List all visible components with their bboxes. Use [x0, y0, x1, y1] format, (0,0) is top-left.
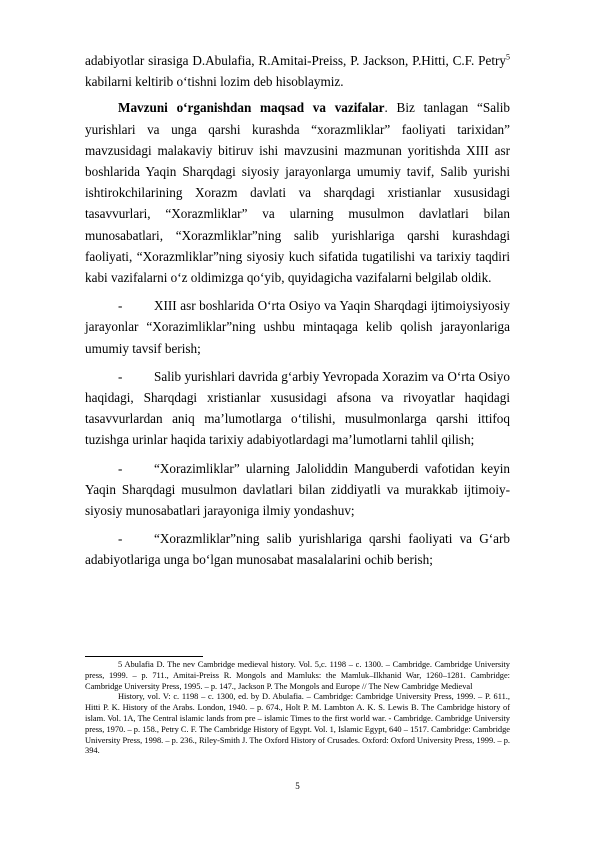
- footnote-5: 5 Abulafia D. The nev Cambridge medieval history. Vol. 5,c. 1198 – c. 1300. – Cambridge. Cambridge University press, 1999. – p. 711., Amitai-Preiss R. Mongols and Mamluks: the Mamluk–Ilkhanid War, 1260–1281. Cambridge: Cambridge University Press, 1995. – p. 147., Jackson P. The Mongols and Europe // The New Cambridge Medieval: [85, 660, 510, 691]
- purpose-heading: Mavzuni o‘rganishdan maqsad va vazifalar: [118, 100, 385, 116]
- purpose-paragraph: [85, 97, 510, 288]
- intro-tail: kabilarni keltirib o‘tishni lozim deb hisoblaymiz.: [85, 74, 344, 90]
- footnote-ref: 5: [506, 52, 510, 62]
- list-item-text: “Xorazimliklar” ularning Jaloliddin Manguberdi vafotidan keyin Yaqin Sharqdagi musulmon davlatlari bilan ziddiyatli va murakkab ijtimoiy-siyosiy munosabatlari jarayoniga ilmiy yondashuv;: [85, 460, 510, 519]
- task-list-item: [85, 366, 510, 451]
- footnote-5-continued: History, vol. V: c. 1198 – c. 1300, ed. by D. Abulafia. – Cambridge: Cambridge University Press, 1999. – P. 611., Hitti P. K. History of the Arabs. London, 1940. – p. 674., Holt P. M. Lambton A. K. S. Lewis B. The Cambridge history of islam. Vol. 1A, The Central islamic lands from pre – islamic Times to the first world war. - Cambridge. Cambridge University press, 1970. – p. 158., Petry C. F. The Cambridge History of Egypt. Vol. 1, Islamic Egypt, 640 – 1517. Cambridge: Cambridge University Press, 1998. – p. 236., Riley-Smith J. The Oxford History of Crusades. Oxford: Oxford University Press, 1999. – p. 394.: [85, 692, 510, 756]
- intro-text: adabiyotlar sirasiga D.Abulafia, R.Amitai-Preiss, P. Jackson, P.Hitti, C.F. Petry: [85, 53, 506, 68]
- main-text: [85, 50, 510, 571]
- intro-paragraph: [85, 50, 510, 92]
- task-list-item: [85, 528, 510, 570]
- purpose-text: . Biz tanlagan “Salib yurishlari va unga qarshi kurashda “xorazmliklar” faoliyati tarixidan” mavzusidagi malakaviy bitiruv ishi mavzusini mazmunan yoritishda XIII asr boshlarida Yaqin Sharqdagi siyosiy jarayonlarga umumiy tavif, Salib yurishi ishtirokchilarining Xorazm davlati va sharqdagi xristianlar xususidagi tasavvurlari, “Xorazmliklar” va ularning musulmon davlatlari bilan munosabatlari, “Xorazmliklar”ning salib yurishlariga qarshi kurashdagi faoliyati, “Xorazmliklar”ning siyosiy kuch sifatida tugatilishi va tarixiy taqdiri kabi vazifalarni o‘z oldimizga qo‘yib, quyidagicha vazifalarni belgilab oldik.: [85, 100, 510, 286]
- list-dash: -: [118, 460, 123, 476]
- list-item-text: “Xorazmliklar”ning salib yurishlariga qarshi faoliyati va G‘arb adabiyotlariga unga bo‘lgan munosabat masalalarini ochib berish;: [85, 531, 510, 568]
- task-list-item: [85, 458, 510, 522]
- task-list: [85, 295, 510, 570]
- list-item-text: XIII asr boshlarida O‘rta Osiyo va Yaqin Sharqdagi ijtimoiysiyosiy jarayonlar “Xorazimliklar”ning ushbu mintaqaga kelib qolish jarayonlariga umumiy tavsif berish;: [85, 298, 510, 356]
- page-number: 5: [295, 781, 300, 791]
- footnotes: [85, 660, 510, 757]
- list-dash: -: [118, 298, 123, 314]
- list-dash: -: [118, 368, 123, 384]
- task-list-item: [85, 295, 510, 359]
- footnote-divider: [85, 656, 203, 657]
- list-item-text: Salib yurishlari davrida g‘arbiy Yevropada Xorazim va O‘rta Osiyo haqidagi, Sharqdagi xristianlar xususidagi afsona va rivoyatlar haqidagi tasavvurlardan aniq ma’lumotlarga o‘tilishi, musulmonlarga qarshi ittifoq tuzishga urinlar haqida tarixiy adabiyotlardagi ma’lumotlarni tahlil qilish;: [85, 368, 510, 448]
- list-dash: -: [118, 531, 123, 547]
